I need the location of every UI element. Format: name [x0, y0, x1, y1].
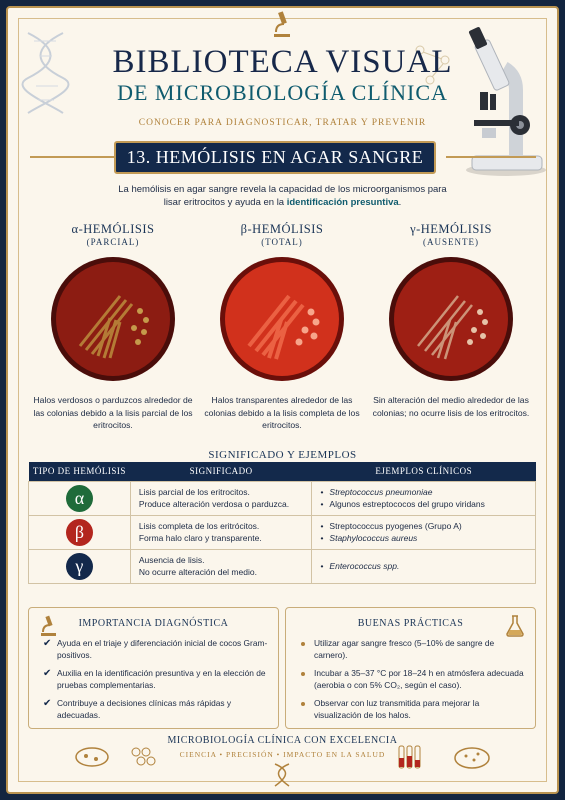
table-row-alpha: [29, 481, 536, 515]
hemolysis-table: [28, 462, 536, 584]
check-icon: ✔: [43, 698, 52, 709]
table-row-gamma: [29, 549, 536, 583]
beta-petri-dish: [219, 256, 345, 382]
importance-item: [43, 698, 268, 721]
gamma-petri-dish: [388, 256, 514, 382]
beta-title: β-HEMÓLISIS: [240, 222, 324, 236]
check-icon: ✔: [43, 638, 52, 649]
beta-column: [197, 222, 367, 430]
example-item: Streptococcus pneumoniae: [329, 487, 433, 497]
gamma-symbol-badge: γ: [66, 553, 93, 580]
bullet-icon: [301, 702, 305, 706]
table-row-beta: [29, 515, 536, 549]
importance-item-text: Ayuda en el triaje y diferenciación inicial de cocos Gram-positivos.: [57, 638, 268, 660]
intro-text-end: .: [398, 197, 402, 208]
importance-item-text: Contribuye a decisiones clínicas más rápidas y adecuadas.: [57, 698, 232, 720]
intro-text-main: La hemólisis en agar sangre revela la capacidad de los microorganismos para lisar eritrocitos y ayuda en la: [118, 184, 447, 208]
practices-title: BUENAS PRÁCTICAS: [357, 618, 464, 629]
gamma-subtitle: (AUSENTE): [423, 237, 479, 247]
practices-item-text: Observar con luz transmitida para mejorar la visualización de los halos.: [314, 698, 480, 720]
microscope-icon: [270, 10, 294, 40]
alpha-symbol-badge: α: [66, 485, 93, 512]
practices-item: [300, 698, 525, 721]
bullet-icon: [301, 642, 305, 646]
banner-line-right: [446, 156, 536, 158]
footer-title: MICROBIOLOGÍA CLÍNICA CON EXCELENCIA: [167, 735, 398, 746]
bacteria-icon: [72, 742, 112, 772]
table-cell-meaning: Lisis completa de los eritrócitos.: [138, 521, 260, 531]
table-cell-meaning: Produce alteración verdosa o parduzca.: [138, 499, 290, 509]
table-cell-meaning: Forma halo claro y transparente.: [138, 533, 262, 543]
gamma-column: [366, 222, 536, 418]
banner-line-left: [30, 156, 120, 158]
practices-item: [300, 638, 525, 661]
intro-highlight: identificación presuntiva: [286, 197, 399, 208]
gamma-description: Sin alteración del medio alrededor de las colonias; no ocurre lisis de los eritrocitos.: [372, 395, 530, 418]
page-title: BIBLIOTECA VISUAL: [112, 44, 453, 80]
beta-subtitle: (TOTAL): [261, 237, 303, 247]
page-subtitle: DE MICROBIOLOGÍA CLÍNICA: [117, 80, 448, 105]
tagline: CONOCER PARA DIAGNOSTICAR, TRATAR Y PREVENIR: [138, 118, 427, 128]
cocci-icon: [128, 744, 158, 770]
table-cell-meaning: Lisis parcial de los eritrocitos.: [138, 487, 250, 497]
importance-box: [28, 607, 279, 729]
intro-text: [110, 183, 455, 209]
check-icon: ✔: [43, 668, 52, 679]
example-item: • Algunos estreptococos del grupo viridans: [320, 498, 527, 510]
practices-box: [285, 607, 536, 729]
bullet-icon: [301, 672, 305, 676]
alpha-column: [28, 222, 198, 430]
practices-item-text: Utilizar agar sangre fresco (5–10% de sangre de carnero).: [314, 638, 495, 660]
alpha-subtitle: (PARCIAL): [86, 237, 140, 247]
petri-dish-icon: [452, 744, 492, 772]
dna-icon: [271, 762, 293, 788]
footer-subtitle: CIENCIA • PRECISIÓN • IMPACTO EN LA SALUD: [179, 750, 386, 759]
beta-symbol-badge: β: [66, 519, 93, 546]
practices-item: [300, 668, 525, 691]
importance-title: IMPORTANCIA DIAGNÓSTICA: [78, 618, 229, 629]
table-cell-meaning: No ocurre alteración del medio.: [138, 567, 257, 577]
alpha-title: α-HEMÓLISIS: [71, 222, 155, 236]
table-header-row: [29, 462, 536, 481]
table-header-examples: EJEMPLOS CLÍNICOS: [312, 462, 536, 481]
section-title-banner: 13. HEMÓLISIS EN AGAR SANGRE: [114, 141, 436, 174]
importance-item: [43, 638, 268, 661]
alpha-description: Halos verdosos o parduzcos alrededor de las colonias debido a la lisis parcial de los eritrocitos.: [33, 395, 193, 430]
importance-item-text: Auxilia en la identificación presuntiva y en la elección de pruebas complementarias.: [57, 668, 266, 690]
example-item: Staphylococcus aureus: [329, 533, 418, 543]
alpha-petri-dish: [50, 256, 176, 382]
table-section-title: SIGNIFICADO Y EJEMPLOS: [208, 449, 357, 461]
table-header-meaning: SIGNIFICADO: [130, 462, 312, 481]
beta-description: Halos transparentes alrededor de las colonias debido a la lisis completa de los eritrocitos.: [204, 395, 360, 430]
table-cell-meaning: Ausencia de lisis.: [138, 555, 205, 565]
importance-item: [43, 668, 268, 691]
example-item: • Streptococcus pyogenes (Grupo A): [320, 520, 527, 532]
gamma-title: γ-HEMÓLISIS: [410, 222, 492, 236]
practices-item-text: Incubar a 35–37 °C por 18–24 h en atmósfera adecuada (aerobia o con 5% CO₂, según el caso).: [314, 668, 524, 690]
test-tubes-icon: [395, 742, 425, 772]
example-item: Enterococcus spp.: [329, 561, 400, 571]
table-header-type: TIPO DE HEMÓLISIS: [29, 462, 131, 481]
